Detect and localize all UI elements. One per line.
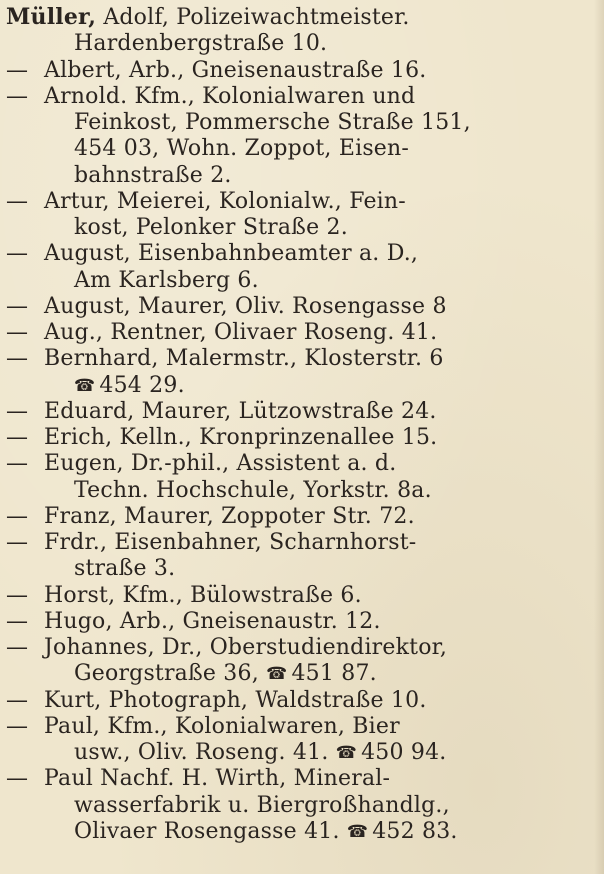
entry-dash: — bbox=[6, 451, 29, 477]
entry-text: Horst, Kfm., Bülowstraße 6. bbox=[44, 582, 362, 608]
entry-text: Am Karlsberg 6. bbox=[74, 267, 259, 293]
entry-first-line bbox=[6, 714, 598, 740]
entry-dash: — bbox=[6, 83, 29, 109]
directory-entry bbox=[6, 609, 598, 635]
entry-dash: — bbox=[6, 57, 29, 83]
entry-continuation-line bbox=[6, 556, 598, 582]
entry-text: kost, Pelonker Straße 2. bbox=[74, 215, 348, 240]
page-edge-shadow bbox=[594, 0, 604, 874]
entry-text: straße 3. bbox=[74, 556, 176, 582]
directory-entry bbox=[6, 320, 598, 346]
entry-dash: — bbox=[6, 713, 29, 739]
entry-text: Arnold. Kfm., Kolonialwaren und bbox=[44, 83, 416, 109]
directory-entries bbox=[6, 4, 598, 845]
entry-text: Frdr., Eisenbahner, Scharnhorst- bbox=[44, 530, 417, 555]
entry-text: Hardenbergstraße 10. bbox=[74, 31, 328, 57]
entry-first-line bbox=[6, 583, 598, 609]
entry-first-line bbox=[6, 451, 598, 477]
entry-text: Paul, Kfm., Kolonialwaren, Bier bbox=[44, 713, 400, 739]
directory-entry bbox=[6, 583, 598, 609]
entry-continuation-line bbox=[6, 110, 598, 136]
directory-entry bbox=[6, 4, 598, 58]
entry-dash: — bbox=[6, 320, 29, 345]
entry-text: Adolf, Polizeiwachtmeister. bbox=[103, 5, 410, 30]
directory-entry bbox=[6, 504, 598, 530]
entry-text: Aug., Rentner, Olivaer Roseng. 41. bbox=[44, 320, 438, 345]
entry-first-line bbox=[6, 635, 598, 661]
telephone-icon: ☎ bbox=[74, 375, 96, 396]
entry-first-line bbox=[6, 58, 598, 84]
entry-text: wasserfabrik u. Biergroßhandlg., bbox=[74, 792, 450, 818]
entry-text: Techn. Hochschule, Yorkstr. 8a. bbox=[74, 477, 432, 503]
directory-entry bbox=[6, 766, 598, 845]
entry-text: ☎ 454 29. bbox=[74, 372, 185, 398]
entry-text: Albert, Arb., Gneisenaustraße 16. bbox=[44, 57, 427, 83]
directory-entry bbox=[6, 294, 598, 320]
entry-continuation-line bbox=[6, 478, 598, 504]
entry-continuation-line bbox=[6, 793, 598, 819]
entry-dash: — bbox=[6, 582, 29, 608]
entry-continuation-line bbox=[6, 819, 598, 845]
entry-first-line bbox=[6, 4, 598, 31]
telephone-icon: ☎ bbox=[335, 743, 358, 763]
entry-first-line bbox=[6, 399, 598, 425]
entry-text: Artur, Meierei, Kolonialw., Fein- bbox=[44, 188, 406, 214]
entry-continuation-line bbox=[6, 740, 598, 766]
entry-text: Kurt, Photograph, Waldstraße 10. bbox=[44, 687, 427, 713]
entry-continuation-line bbox=[6, 268, 598, 294]
entry-first-line bbox=[6, 346, 598, 372]
entry-continuation-line bbox=[6, 163, 598, 189]
telephone-icon: ☎ bbox=[266, 664, 288, 685]
entry-text: Franz, Maurer, Zoppoter Str. 72. bbox=[44, 503, 415, 529]
directory-entry bbox=[6, 189, 598, 242]
entry-dash: — bbox=[6, 687, 29, 713]
directory-entry bbox=[6, 399, 598, 425]
entry-continuation-line bbox=[6, 136, 598, 162]
entry-text: August, Maurer, Oliv. Rosengasse 8 bbox=[44, 293, 447, 319]
directory-entry bbox=[6, 688, 598, 714]
entry-surname: Müller, bbox=[6, 4, 97, 30]
entry-text: 454 03, Wohn. Zoppot, Eisen- bbox=[74, 136, 410, 162]
entry-first-line bbox=[6, 425, 598, 451]
directory-entry bbox=[6, 58, 598, 84]
entry-dash: — bbox=[6, 293, 29, 319]
entry-first-line bbox=[6, 84, 598, 110]
entry-continuation-line bbox=[6, 215, 598, 241]
entry-text: Georgstraße 36, ☎ 451 87. bbox=[74, 661, 377, 687]
entry-text: Johannes, Dr., Oberstudiendirektor, bbox=[44, 635, 448, 660]
entry-first-line bbox=[6, 189, 598, 215]
directory-entry bbox=[6, 451, 598, 504]
entry-text: Paul Nachf. H. Wirth, Mineral- bbox=[44, 766, 391, 792]
directory-entry bbox=[6, 530, 598, 583]
entry-first-line bbox=[6, 609, 598, 635]
entry-first-line bbox=[6, 530, 598, 556]
directory-entry bbox=[6, 714, 598, 767]
entry-dash: — bbox=[6, 608, 29, 634]
entry-dash: — bbox=[6, 398, 29, 424]
entry-text: Olivaer Rosengasse 41. ☎ 452 83. bbox=[74, 818, 458, 844]
entry-dash: — bbox=[6, 241, 29, 267]
entry-first-line bbox=[6, 320, 598, 346]
entry-first-line bbox=[6, 688, 598, 714]
entry-text: Bernhard, Malermstr., Klosterstr. 6 bbox=[44, 346, 444, 372]
entry-text: August, Eisenbahnbeamter a. D., bbox=[44, 241, 419, 267]
entry-first-line bbox=[6, 766, 598, 792]
entry-text: Hugo, Arb., Gneisenaustr. 12. bbox=[44, 608, 381, 634]
directory-entry bbox=[6, 84, 598, 189]
entry-dash: — bbox=[6, 425, 29, 450]
entry-first-line bbox=[6, 241, 598, 267]
entry-text: usw., Oliv. Roseng. 41. ☎ 450 94. bbox=[74, 740, 447, 765]
entry-first-line bbox=[6, 504, 598, 530]
entry-dash: — bbox=[6, 530, 29, 555]
entry-dash: — bbox=[6, 188, 29, 214]
directory-entry bbox=[6, 425, 598, 451]
entry-text: bahnstraße 2. bbox=[74, 162, 232, 188]
entry-dash: — bbox=[6, 766, 29, 792]
entry-continuation-line bbox=[6, 31, 598, 57]
directory-entry bbox=[6, 635, 598, 688]
entry-continuation-line bbox=[6, 661, 598, 687]
entry-dash: — bbox=[6, 635, 29, 660]
entry-text: Eugen, Dr.-phil., Assistent a. d. bbox=[44, 451, 397, 477]
entry-continuation-line bbox=[6, 373, 598, 399]
entry-first-line bbox=[6, 294, 598, 320]
directory-entry bbox=[6, 241, 598, 294]
entry-dash: — bbox=[6, 346, 29, 372]
entry-dash: — bbox=[6, 503, 29, 529]
telephone-icon: ☎ bbox=[346, 821, 369, 842]
entry-text: Eduard, Maurer, Lützowstraße 24. bbox=[44, 398, 437, 424]
entry-text: Erich, Kelln., Kronprinzenallee 15. bbox=[44, 425, 438, 450]
entry-text: Feinkost, Pommersche Straße 151, bbox=[74, 110, 471, 135]
directory-entry bbox=[6, 346, 598, 399]
